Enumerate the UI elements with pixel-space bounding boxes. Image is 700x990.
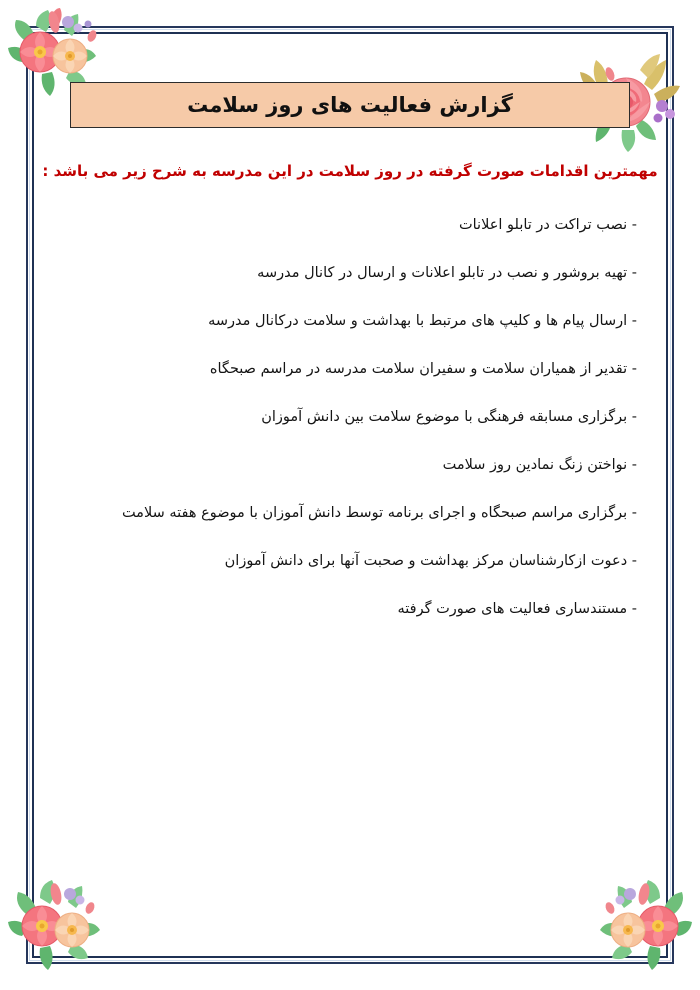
activity-item: - برگزاری مراسم صبحگاه و اجرای برنامه توسط دانش آموزان با موضوع هفته سلامت (121, 505, 637, 521)
page-title: گزارش فعالیت های روز سلامت (187, 93, 513, 117)
activity-item: - برگزاری مسابقه فرهنگی با موضوع سلامت بین دانش آموزان (261, 409, 637, 425)
floral-corner-bottom-right-icon (584, 874, 694, 984)
floral-corner-bottom-left-icon (6, 874, 116, 984)
activity-list (55, 218, 637, 650)
activity-item: - ارسال پیام ها و کلیپ های مرتبط با بهداشت و سلامت درکانال مدرسه (208, 313, 637, 329)
document-title-bar (70, 82, 630, 128)
activity-item: - نواختن زنگ نمادین روز سلامت (442, 457, 637, 473)
activity-item: - تهیه بروشور و نصب در تابلو اعلانات و ارسال در کانال مدرسه (257, 265, 637, 281)
activity-item: - تقدیر از همیاران سلامت و سفیران سلامت مدرسه در مراسم صبحگاه (209, 361, 637, 377)
activity-item: - دعوت ازکارشناسان مرکز بهداشت و صحبت آنها برای دانش آموزان (224, 553, 637, 569)
activity-item: - مستندساری فعالیت های صورت گرفته (397, 601, 637, 617)
document-subtitle: مهمترین اقدامات صورت گرفته در روز سلامت در این مدرسه به شرح زیر می باشد : (42, 162, 658, 180)
activity-item: - نصب تراکت در تابلو اعلانات (458, 217, 637, 233)
